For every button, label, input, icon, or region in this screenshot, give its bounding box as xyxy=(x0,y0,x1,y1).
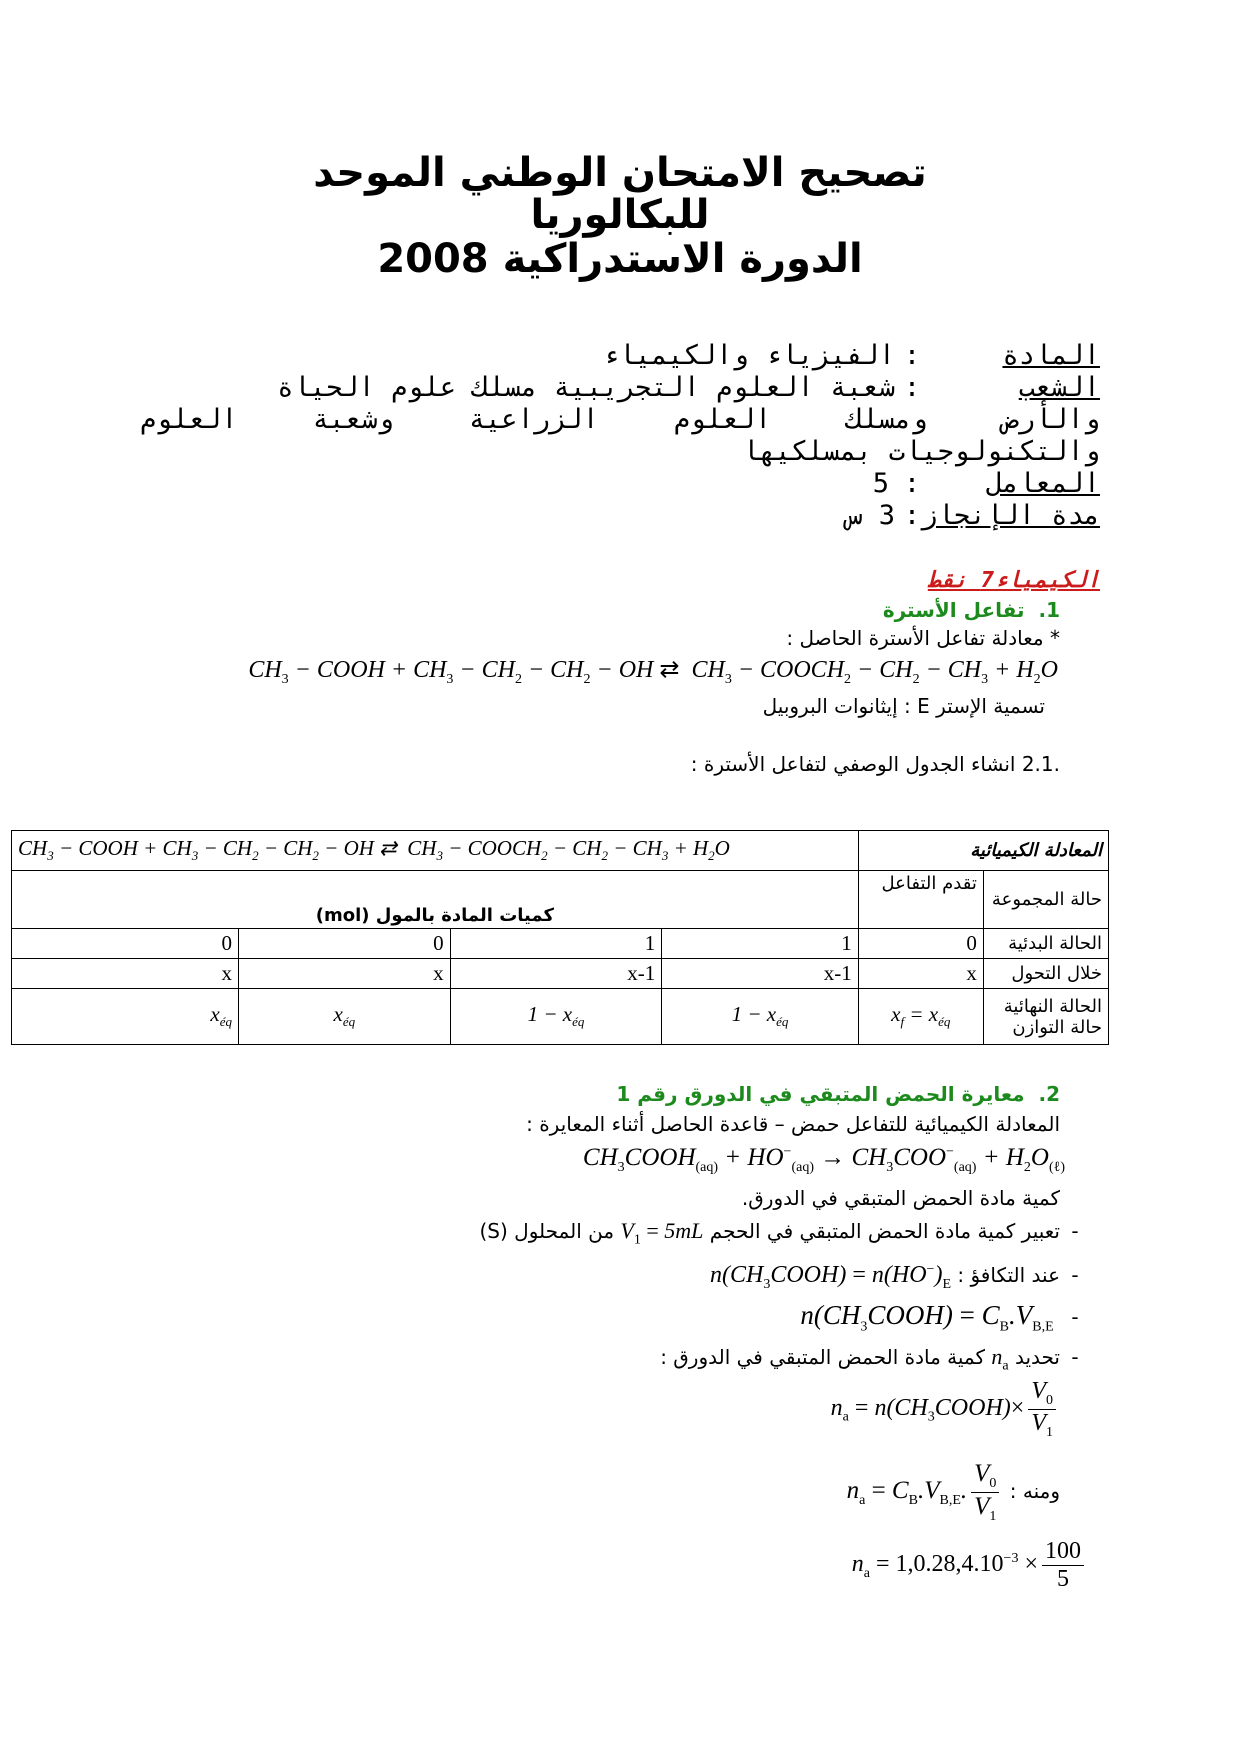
remaining-acid-line: كمية مادة الحمض المتبقي في الدورق. xyxy=(741,1186,1060,1210)
title-line-2: للبكالوريا xyxy=(530,192,710,238)
title-line-3: الدورة الاستدراكية 2008 xyxy=(377,236,863,282)
formula-na-3: $n_a = 1,0.28,4.10^{-3}$ × $\frac{100}{5}$ xyxy=(852,1538,1088,1593)
formula-na-2: ومنه : $n_a = C_B.V_{B,E}$. $\frac{V_0}{V_1}$ xyxy=(846,1460,1060,1524)
table-row: الحالة البدئية 0 1 1 0 0 xyxy=(12,929,1109,959)
ester-name: تسمية الإستر E : إيثانوات البروبيل xyxy=(762,694,1045,718)
section-1-heading: 1. تفاعل الأسترة xyxy=(882,598,1060,622)
bullet-1: -تعبير كمية مادة الحمض المتبقي في الحجم $V_1 = 5mL$ من المحلول (S) xyxy=(479,1218,1079,1248)
formula-na-1: $n_a$ = $n(CH_3COOH)\times$ $\frac{V_0}{V_1}$ xyxy=(831,1378,1060,1441)
esterification-equation: $CH_3$ − COOH + $CH_3 - CH_2 - CH_2$ − OH ⇄ $CH_3$ − $COOCH_2 - CH_2 - CH_3 + H_2O$ xyxy=(248,657,1058,687)
advancement-table xyxy=(11,830,1109,1045)
subject-label: المادة xyxy=(1002,340,1100,371)
chemistry-title: الكيمياء7 نقط xyxy=(927,568,1100,593)
section-2-heading: 2. معايرة الحمض المتبقي في الدورق رقم 1 xyxy=(616,1082,1060,1106)
table-equation: $CH_3$ − COOH + $CH_3 - CH_2 - CH_2$ − OH ⇄ $CH_3$ − $COOCH_2 - CH_2 - CH_3 + H_2O$ xyxy=(12,831,859,871)
table-amounts-label: كميات المادة بالمول (mol) xyxy=(12,871,859,929)
info-coef: المعامل:5 xyxy=(872,468,1100,499)
info-subject: المادة:الفيزياء والكيمياء xyxy=(602,340,1100,371)
info-duration: مدة الإنجاز:3 س xyxy=(846,500,1100,531)
table-state-label: حالة المجموعة xyxy=(983,871,1108,929)
table-row-final: الحالة النهائية حالة التوازن $x_f = x_{éq}$ $1 - x_{éq}$ $1 - x_{éq}$ $x_{éq}$ $x_{éq}$ xyxy=(12,989,1109,1045)
table-advance-label: تقدم التفاعل xyxy=(858,871,983,929)
eq-intro: * معادلة تفاعل الأسترة الحاصل : xyxy=(786,626,1060,650)
coef-value: 5 xyxy=(872,468,895,499)
title-line-1: تصحيح الامتحان الوطني الموحد xyxy=(313,150,927,196)
bullet-2: -عند التكافؤ : $n(CH_3COOH) = n(HO^-)_E$ xyxy=(709,1262,1079,1292)
info-branch: الشعب:شعبة العلوم التجريبية مسلك علوم الحياة xyxy=(277,372,1100,403)
bullet-4: -تحديد $n_a$ كمية مادة الحمض المتبقي في الدورق : xyxy=(660,1344,1079,1374)
table-final-label: الحالة النهائية حالة التوازن xyxy=(983,989,1108,1045)
table-row: خلال التحول x 1-x 1-x x x xyxy=(12,959,1109,989)
titration-intro: المعادلة الكيميائية للتفاعل حمض – قاعدة الحاصل أثناء المعايرة : xyxy=(526,1112,1060,1136)
branch-line-3: والتكنولوجيات بمسلكيها xyxy=(742,436,1100,467)
titration-equation: $CH_3COOH_{(aq)} + HO^-_{(aq)} \to CH_3COO^-_{(aq)} + H_2O_{(\ell)}$ xyxy=(582,1144,1065,1175)
branch-line-2: والأرض ومسلك العلوم الزراعية وشعبة العلوم xyxy=(140,404,1100,435)
coef-label: المعامل xyxy=(986,468,1100,499)
branch-label: الشعب xyxy=(1018,372,1100,403)
subject-value: الفيزياء والكيمياء xyxy=(602,340,895,371)
table-eq-label: المعادلة الكيميائية xyxy=(858,831,1108,871)
duration-value: 3 س xyxy=(846,500,895,531)
branch-value: شعبة العلوم التجريبية مسلك علوم الحياة xyxy=(277,372,895,403)
section-2-1-heading: .2.1 انشاء الجدول الوصفي لتفاعل الأسترة : xyxy=(690,752,1060,776)
duration-label: مدة الإنجاز xyxy=(921,500,1100,531)
bullet-3: - $n(CH_3COOH) = C_B.V_{B,E}$ xyxy=(800,1300,1079,1335)
